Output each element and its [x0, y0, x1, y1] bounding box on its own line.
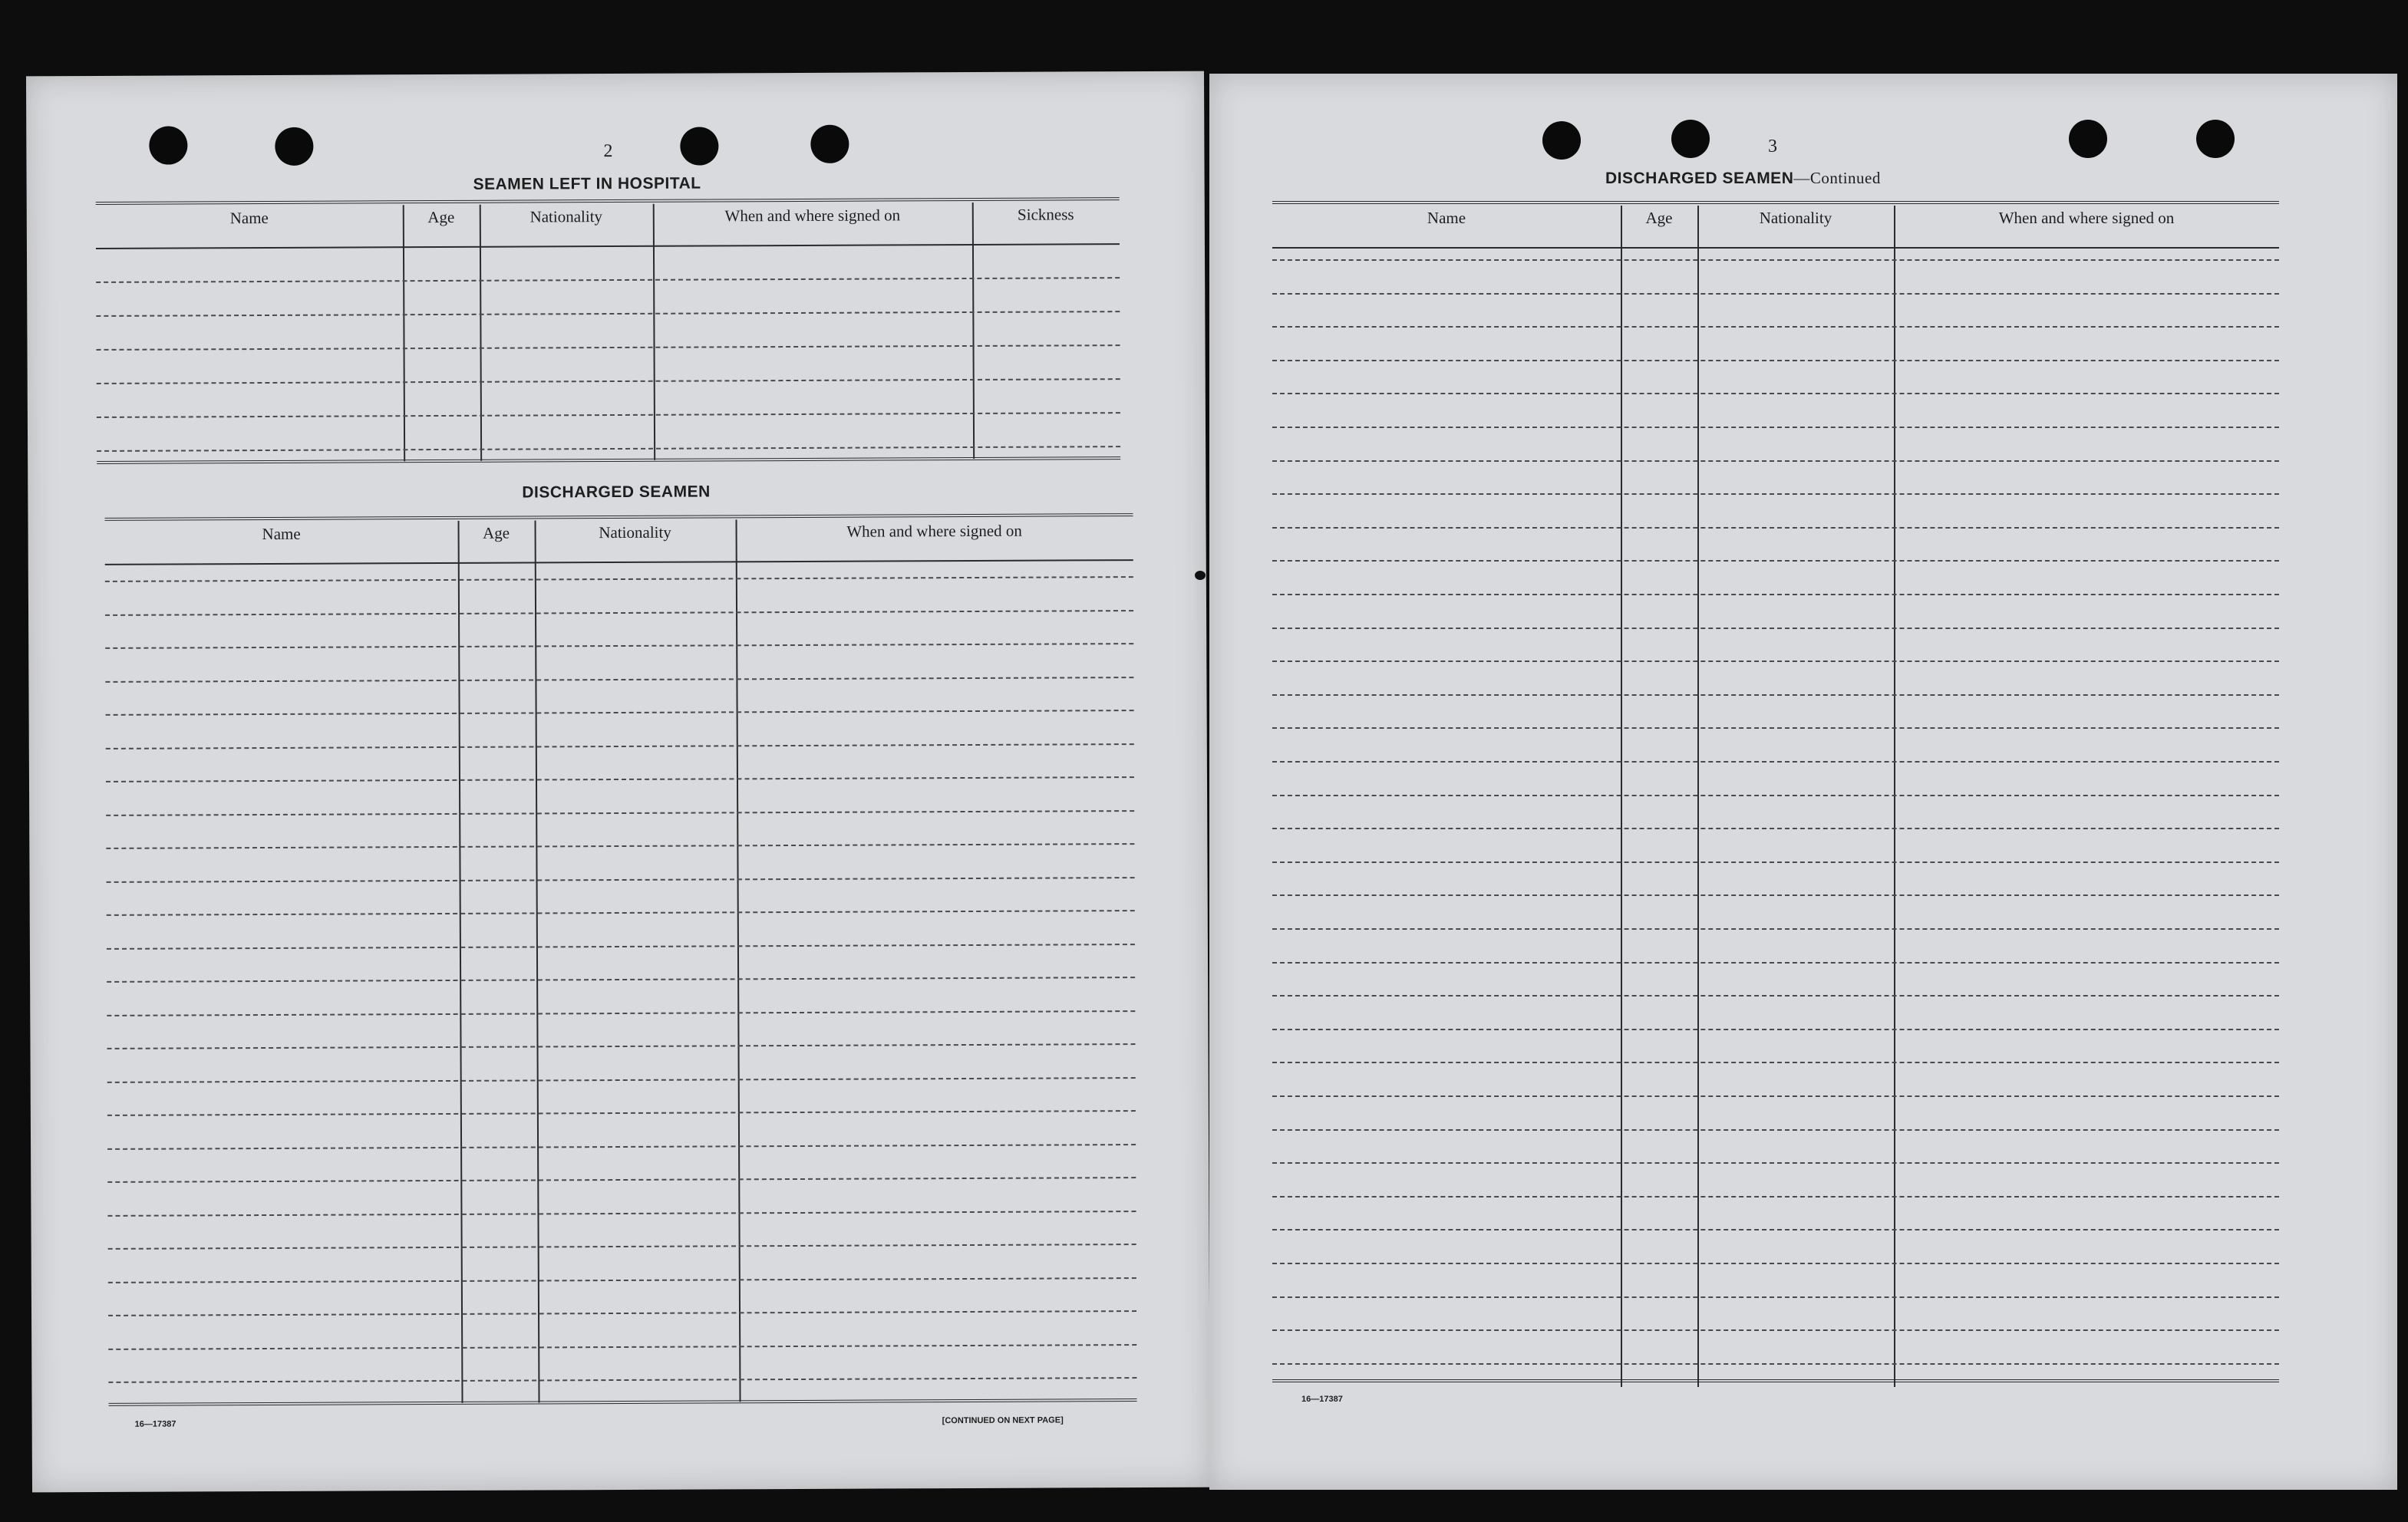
column-divider — [403, 205, 405, 461]
column-header-name: Name — [262, 524, 301, 544]
blank-row-line — [96, 277, 1120, 283]
discharged-continued-title-suffix: —Continued — [1793, 169, 1881, 187]
column-divider — [458, 521, 463, 1403]
blank-row-line — [108, 1244, 1136, 1250]
blank-row-line — [1272, 326, 2279, 328]
form-number: 16—17387 — [1301, 1395, 1343, 1404]
blank-row-line — [107, 1144, 1136, 1150]
blank-row-line — [1272, 493, 2279, 495]
blank-row-line — [1272, 1196, 2279, 1198]
blank-row-line — [107, 910, 1135, 916]
blank-row-line — [108, 1277, 1136, 1283]
blank-row-line — [1272, 661, 2279, 662]
hospital-table — [96, 197, 1121, 470]
blank-row-line — [1272, 594, 2279, 595]
blank-row-line — [1272, 527, 2279, 529]
blank-row-line — [107, 1110, 1136, 1116]
binder-hole — [2196, 120, 2235, 158]
blank-row-line — [107, 877, 1135, 883]
column-divider — [535, 520, 540, 1402]
blank-row-line — [1272, 1062, 2279, 1063]
discharged-section-title: DISCHARGED SEAMEN — [522, 483, 711, 502]
blank-row-line — [1272, 727, 2279, 729]
column-header-age: Age — [427, 207, 455, 227]
column-header-sickness: Sickness — [1017, 205, 1074, 224]
binder-hole — [680, 127, 718, 165]
binding-mark — [1195, 571, 1206, 580]
blank-row-line — [1272, 427, 2279, 428]
blank-row-line — [1272, 1229, 2279, 1230]
blank-row-line — [108, 1310, 1136, 1316]
blank-row-line — [107, 1010, 1135, 1016]
page-number: 2 — [603, 141, 613, 162]
blank-row-line — [107, 1077, 1136, 1083]
blank-row-line — [1272, 761, 2279, 763]
blank-row-line — [1272, 1263, 2279, 1264]
blank-row-line — [1272, 795, 2279, 796]
blank-row-line — [1272, 861, 2279, 863]
header-divider — [105, 559, 1133, 565]
column-header-when-where: When and where signed on — [1998, 209, 2175, 227]
binder-hole — [810, 125, 849, 163]
binder-hole — [275, 127, 313, 166]
table-bottom-rule — [109, 1398, 1137, 1406]
binder-hole — [2069, 120, 2107, 158]
blank-row-line — [107, 1211, 1136, 1217]
blank-row-line — [105, 610, 1133, 616]
hospital-section-title: SEAMEN LEFT IN HOSPITAL — [473, 174, 701, 193]
column-header-nationality: Nationality — [1759, 209, 1832, 227]
blank-row-line — [106, 710, 1134, 716]
blank-row-line — [105, 643, 1133, 649]
blank-row-line — [1272, 293, 2279, 295]
column-header-age: Age — [483, 523, 510, 542]
blank-row-line — [1272, 560, 2279, 562]
table-top-rule — [104, 513, 1133, 521]
blank-row-line — [1272, 894, 2279, 896]
blank-row-line — [1272, 928, 2279, 930]
column-header-when-where: When and where signed on — [724, 206, 901, 226]
form-number: 16—17387 — [134, 1419, 176, 1429]
blank-row-line — [1272, 1329, 2279, 1331]
blank-row-line — [1272, 360, 2279, 361]
blank-row-line — [1272, 1296, 2279, 1298]
blank-row-line — [106, 810, 1134, 816]
column-divider — [653, 204, 655, 460]
column-header-name: Name — [229, 208, 269, 228]
table-top-rule — [96, 197, 1120, 205]
blank-row-line — [1272, 460, 2279, 462]
discharged-continued-title-main: DISCHARGED SEAMEN — [1605, 170, 1794, 187]
page-number: 3 — [1768, 137, 1777, 156]
column-header-age: Age — [1645, 209, 1673, 227]
blank-row-line — [97, 446, 1120, 452]
blank-row-line — [1272, 259, 2279, 261]
binder-hole — [1542, 121, 1581, 160]
table-top-rule — [1272, 201, 2279, 204]
blank-row-line — [106, 776, 1134, 782]
blank-row-line — [108, 1344, 1136, 1350]
column-header-nationality: Nationality — [529, 207, 603, 226]
blank-row-line — [1272, 1129, 2279, 1131]
header-divider — [1272, 247, 2279, 249]
continued-note: [CONTINUED ON NEXT PAGE] — [942, 1415, 1064, 1426]
blank-row-line — [1272, 1162, 2279, 1164]
blank-row-line — [97, 378, 1120, 384]
blank-row-line — [1272, 628, 2279, 629]
blank-row-line — [108, 1377, 1136, 1383]
blank-row-line — [106, 843, 1134, 849]
discharged-continued-table — [1272, 201, 2279, 1390]
column-header-when-where: When and where signed on — [846, 521, 1022, 541]
blank-row-line — [107, 1043, 1136, 1049]
discharged-continued-title — [1605, 169, 1881, 188]
blank-row-line — [97, 412, 1120, 418]
column-divider — [1697, 206, 1699, 1387]
column-header-name: Name — [1427, 209, 1466, 227]
blank-row-line — [1272, 393, 2279, 394]
binder-hole — [149, 126, 187, 164]
blank-row-line — [1272, 694, 2279, 696]
table-bottom-rule — [1272, 1379, 2279, 1382]
column-header-nationality: Nationality — [599, 522, 671, 542]
blank-row-line — [97, 344, 1120, 351]
blank-row-line — [106, 743, 1134, 749]
column-divider — [1621, 206, 1622, 1387]
blank-row-line — [1272, 1029, 2279, 1030]
blank-row-line — [1272, 995, 2279, 997]
blank-row-line — [105, 576, 1133, 582]
blank-row-line — [1272, 1363, 2279, 1365]
binder-hole — [1671, 120, 1710, 158]
blank-row-line — [1272, 1095, 2279, 1097]
column-divider — [736, 519, 741, 1402]
table-bottom-rule — [97, 456, 1120, 464]
blank-row-line — [107, 977, 1135, 983]
header-divider — [96, 243, 1120, 249]
blank-row-line — [107, 944, 1135, 950]
blank-row-line — [105, 677, 1133, 683]
discharged-table — [104, 513, 1136, 1411]
column-divider — [1894, 206, 1895, 1387]
blank-row-line — [1272, 962, 2279, 964]
column-divider — [972, 203, 975, 459]
column-divider — [480, 205, 482, 461]
right-page — [1209, 74, 2397, 1490]
blank-row-line — [1272, 828, 2279, 829]
blank-row-line — [107, 1177, 1136, 1183]
blank-row-line — [96, 311, 1120, 317]
left-page — [26, 71, 1210, 1493]
